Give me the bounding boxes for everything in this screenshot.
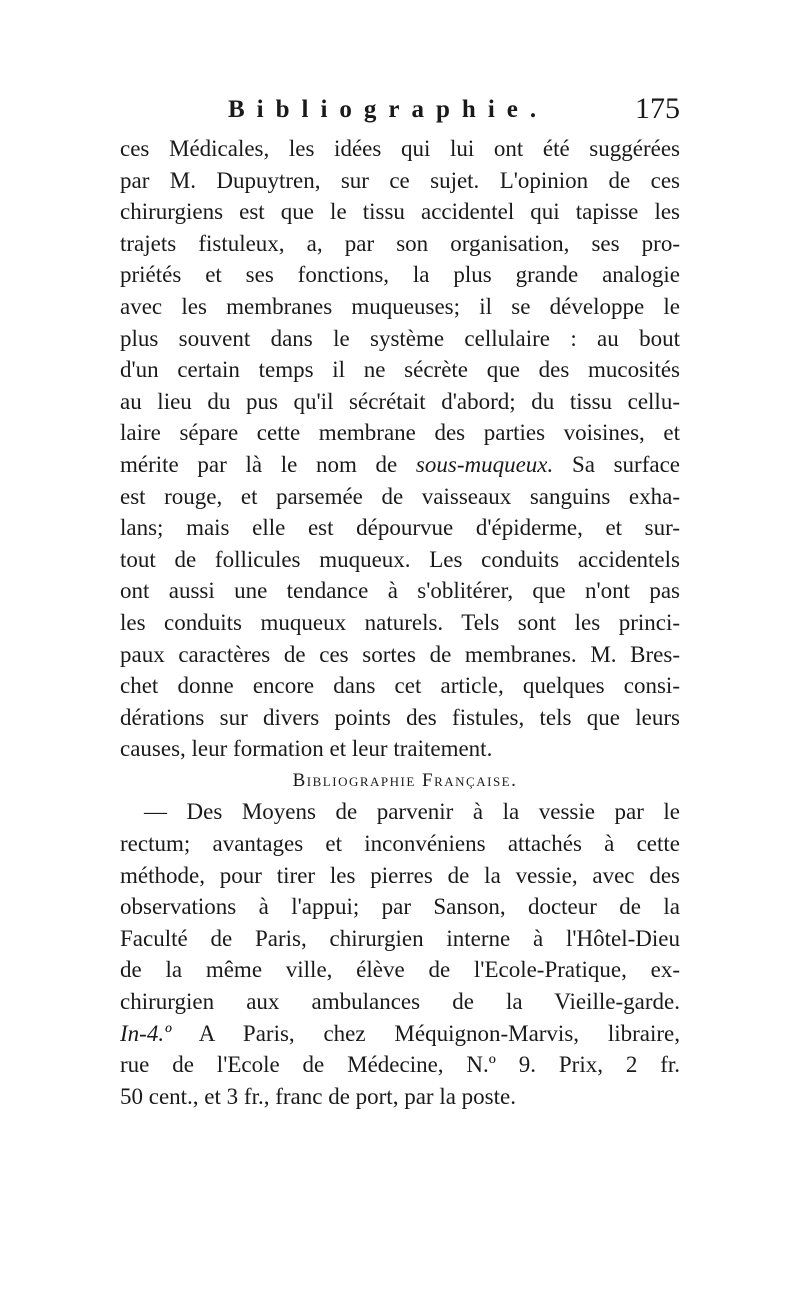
main-text: [120, 133, 680, 1112]
text-line: de la même ville, élève de l'Ecole-Pratique, ex-: [120, 957, 680, 983]
text-line: plus souvent dans le système cellulaire : au bout: [120, 325, 680, 351]
text-line: dérations sur divers points des fistules, tels que leurs: [120, 704, 680, 730]
text-segment: A Paris, chez Méquignon-Marvis, libraire,: [198, 1020, 680, 1046]
text-segment: Sa surface: [571, 451, 680, 477]
text-line: — Des Moyens de parvenir à la vessie par le: [144, 799, 680, 825]
format-term: In-4.º: [120, 1020, 172, 1046]
text-line: tout de follicules muqueux. Les conduits accidentels: [120, 546, 680, 572]
page-number: 175: [635, 92, 680, 125]
page-header: [120, 92, 680, 132]
text-line: chet donne encore dans cet article, quelques consi-: [120, 673, 680, 699]
text-segment: mérite par là le nom de: [120, 451, 398, 477]
text-line: par M. Dupuytren, sur ce sujet. L'opinion de ces: [120, 167, 680, 193]
text-line: rectum; avantages et inconvéniens attachés à cette: [120, 831, 680, 857]
text-line: au lieu du pus qu'il sécrétait d'abord; du tissu cellu-: [120, 388, 680, 414]
text-line: est rouge, et parsemée de vaisseaux sanguins exha-: [120, 483, 680, 509]
text-line: chirurgien aux ambulances de la Vieille-garde.: [120, 989, 680, 1015]
text-line: ont aussi une tendance à s'oblitérer, que n'ont pas: [120, 578, 680, 604]
text-line: rue de l'Ecole de Médecine, N.º 9. Prix, 2 fr.: [120, 1052, 680, 1078]
text-line: [120, 449, 680, 481]
text-line: laire sépare cette membrane des parties voisines, et: [120, 420, 680, 446]
running-head: Bibliographie.: [228, 96, 549, 123]
text-line: 50 cent., et 3 fr., franc de port, par la poste.: [120, 1083, 516, 1109]
text-line: trajets fistuleux, a, par son organisation, ses pro-: [120, 230, 680, 256]
text-line: chirurgiens est que le tissu accidentel qui tapisse les: [120, 199, 680, 225]
text-line: les conduits muqueux naturels. Tels sont les princi-: [120, 609, 680, 635]
text-line: méthode, pour tirer les pierres de la vessie, avec des: [120, 862, 680, 888]
text-line: observations à l'appui; par Sanson, docteur de la: [120, 894, 680, 920]
text-line: causes, leur formation et leur traitement.: [120, 736, 493, 762]
section-heading: Bibliographie Française.: [292, 769, 518, 791]
text-line: lans; mais elle est dépourvue d'épiderme, et sur-: [120, 515, 680, 541]
text-line: d'un certain temps il ne sécrète que des mucosités: [120, 357, 680, 383]
text-line: Faculté de Paris, chirurgien interne à l'Hôtel-Dieu: [120, 925, 680, 951]
text-line: ces Médicales, les idées qui lui ont été suggérées: [120, 136, 680, 161]
text-line: paux caractères de ces sortes de membranes. M. Bres-: [120, 641, 680, 667]
text-line: [120, 1018, 680, 1050]
italic-term: sous-muqueux.: [415, 451, 554, 477]
text-line: priétés et ses fonctions, la plus grande analogie: [120, 262, 680, 288]
text-line: avec les membranes muqueuses; il se développe le: [120, 293, 680, 319]
